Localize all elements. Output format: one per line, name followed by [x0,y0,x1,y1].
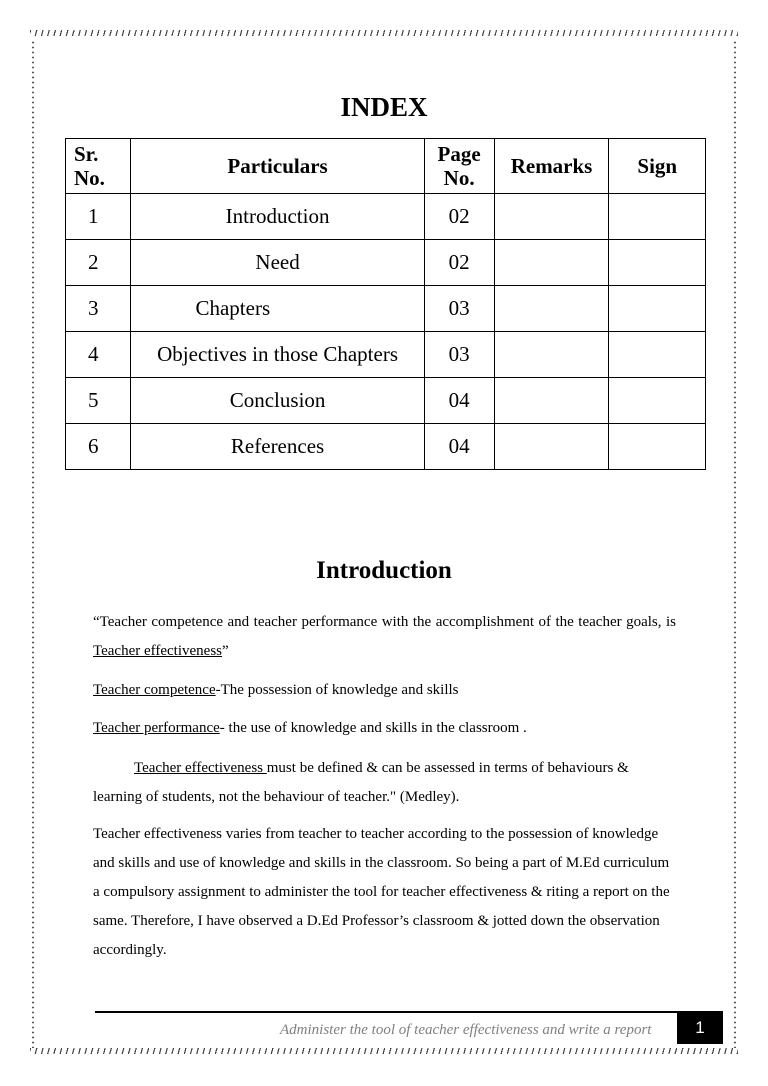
header-page-no [424,139,494,194]
header-page-line1: Page [437,142,481,166]
row-remarks [494,240,609,286]
performance-paragraph [93,714,676,743]
page-border-top [30,30,738,36]
page-number: 1 [677,1012,723,1044]
effectiveness-paragraph [93,754,676,812]
row-particulars: References [131,424,424,470]
header-remarks: Remarks [494,139,609,194]
effectiveness-definition: must be defined & can be assessed in terms of behaviours & learning of students, not the behaviour of teacher." (Medley). [93,760,629,805]
row-page: 03 [424,332,494,378]
row-sr: 2 [66,240,131,286]
row-remarks [494,424,609,470]
row-particulars: Conclusion [131,378,424,424]
row-remarks [494,286,609,332]
header-sign: Sign [609,139,706,194]
row-page: 04 [424,378,494,424]
competence-paragraph [93,676,676,705]
index-title: INDEX [340,92,428,122]
header-page-line2: No. [443,166,475,190]
table-row [66,286,706,332]
table-row [66,332,706,378]
competence-definition: -The possession of knowledge and skills [215,682,459,698]
header-particulars: Particulars [131,139,424,194]
competence-term: Teacher competence [93,682,216,698]
row-page: 04 [424,424,494,470]
quote-text: “Teacher competence and teacher performance with the accomplishment of the teacher goals, is [93,614,676,630]
table-row [66,240,706,286]
table-row [66,378,706,424]
footer-divider [95,1011,723,1013]
introduction-heading: Introduction [316,557,452,584]
index-table [65,138,706,470]
table-row [66,424,706,470]
index-header-row [66,139,706,194]
row-sr: 5 [66,378,131,424]
row-page: 03 [424,286,494,332]
row-particulars: Introduction [131,194,424,240]
row-sr: 3 [66,286,131,332]
closing-paragraph: Teacher effectiveness varies from teacher to teacher according to the possession of knowledge and skills and use of knowledge and skills in the classroom. So being a part of M.Ed curriculum a compulsory assignment to administer the tool for teacher effectiveness & riting a report on the same. Therefore, I have observed a D.Ed Professor’s classroom & jotted down the observation accordingly. [93,826,670,958]
header-sr-line2: No. [74,166,105,190]
page-border-left [32,40,34,1048]
row-remarks [494,332,609,378]
row-sign [609,424,706,470]
row-particulars: Need [131,240,424,286]
row-sign [609,286,706,332]
header-sr-no [66,139,131,194]
page-border-right [734,40,736,1048]
row-remarks [494,194,609,240]
row-sign [609,332,706,378]
row-remarks [494,378,609,424]
row-sign [609,378,706,424]
performance-term: Teacher performance [93,720,220,736]
row-sr: 4 [66,332,131,378]
row-particulars: Objectives in those Chapters [131,332,424,378]
quote-end: ” [222,643,229,659]
row-sign [609,194,706,240]
row-sr: 6 [66,424,131,470]
row-page: 02 [424,194,494,240]
table-row [66,194,706,240]
effectiveness-term: Teacher effectiveness [134,760,267,776]
page-border-bottom [30,1048,738,1054]
row-particulars: Chapters [131,286,424,332]
row-page: 02 [424,240,494,286]
performance-definition: - the use of knowledge and skills in the classroom . [219,720,527,736]
header-sr-line1: Sr. [74,142,99,166]
intro-quote-paragraph [93,608,676,666]
row-sign [609,240,706,286]
footer-text: Administer the tool of teacher effectiveness and write a report [280,1022,652,1038]
quote-term: Teacher effectiveness [93,643,223,659]
row-sr: 1 [66,194,131,240]
